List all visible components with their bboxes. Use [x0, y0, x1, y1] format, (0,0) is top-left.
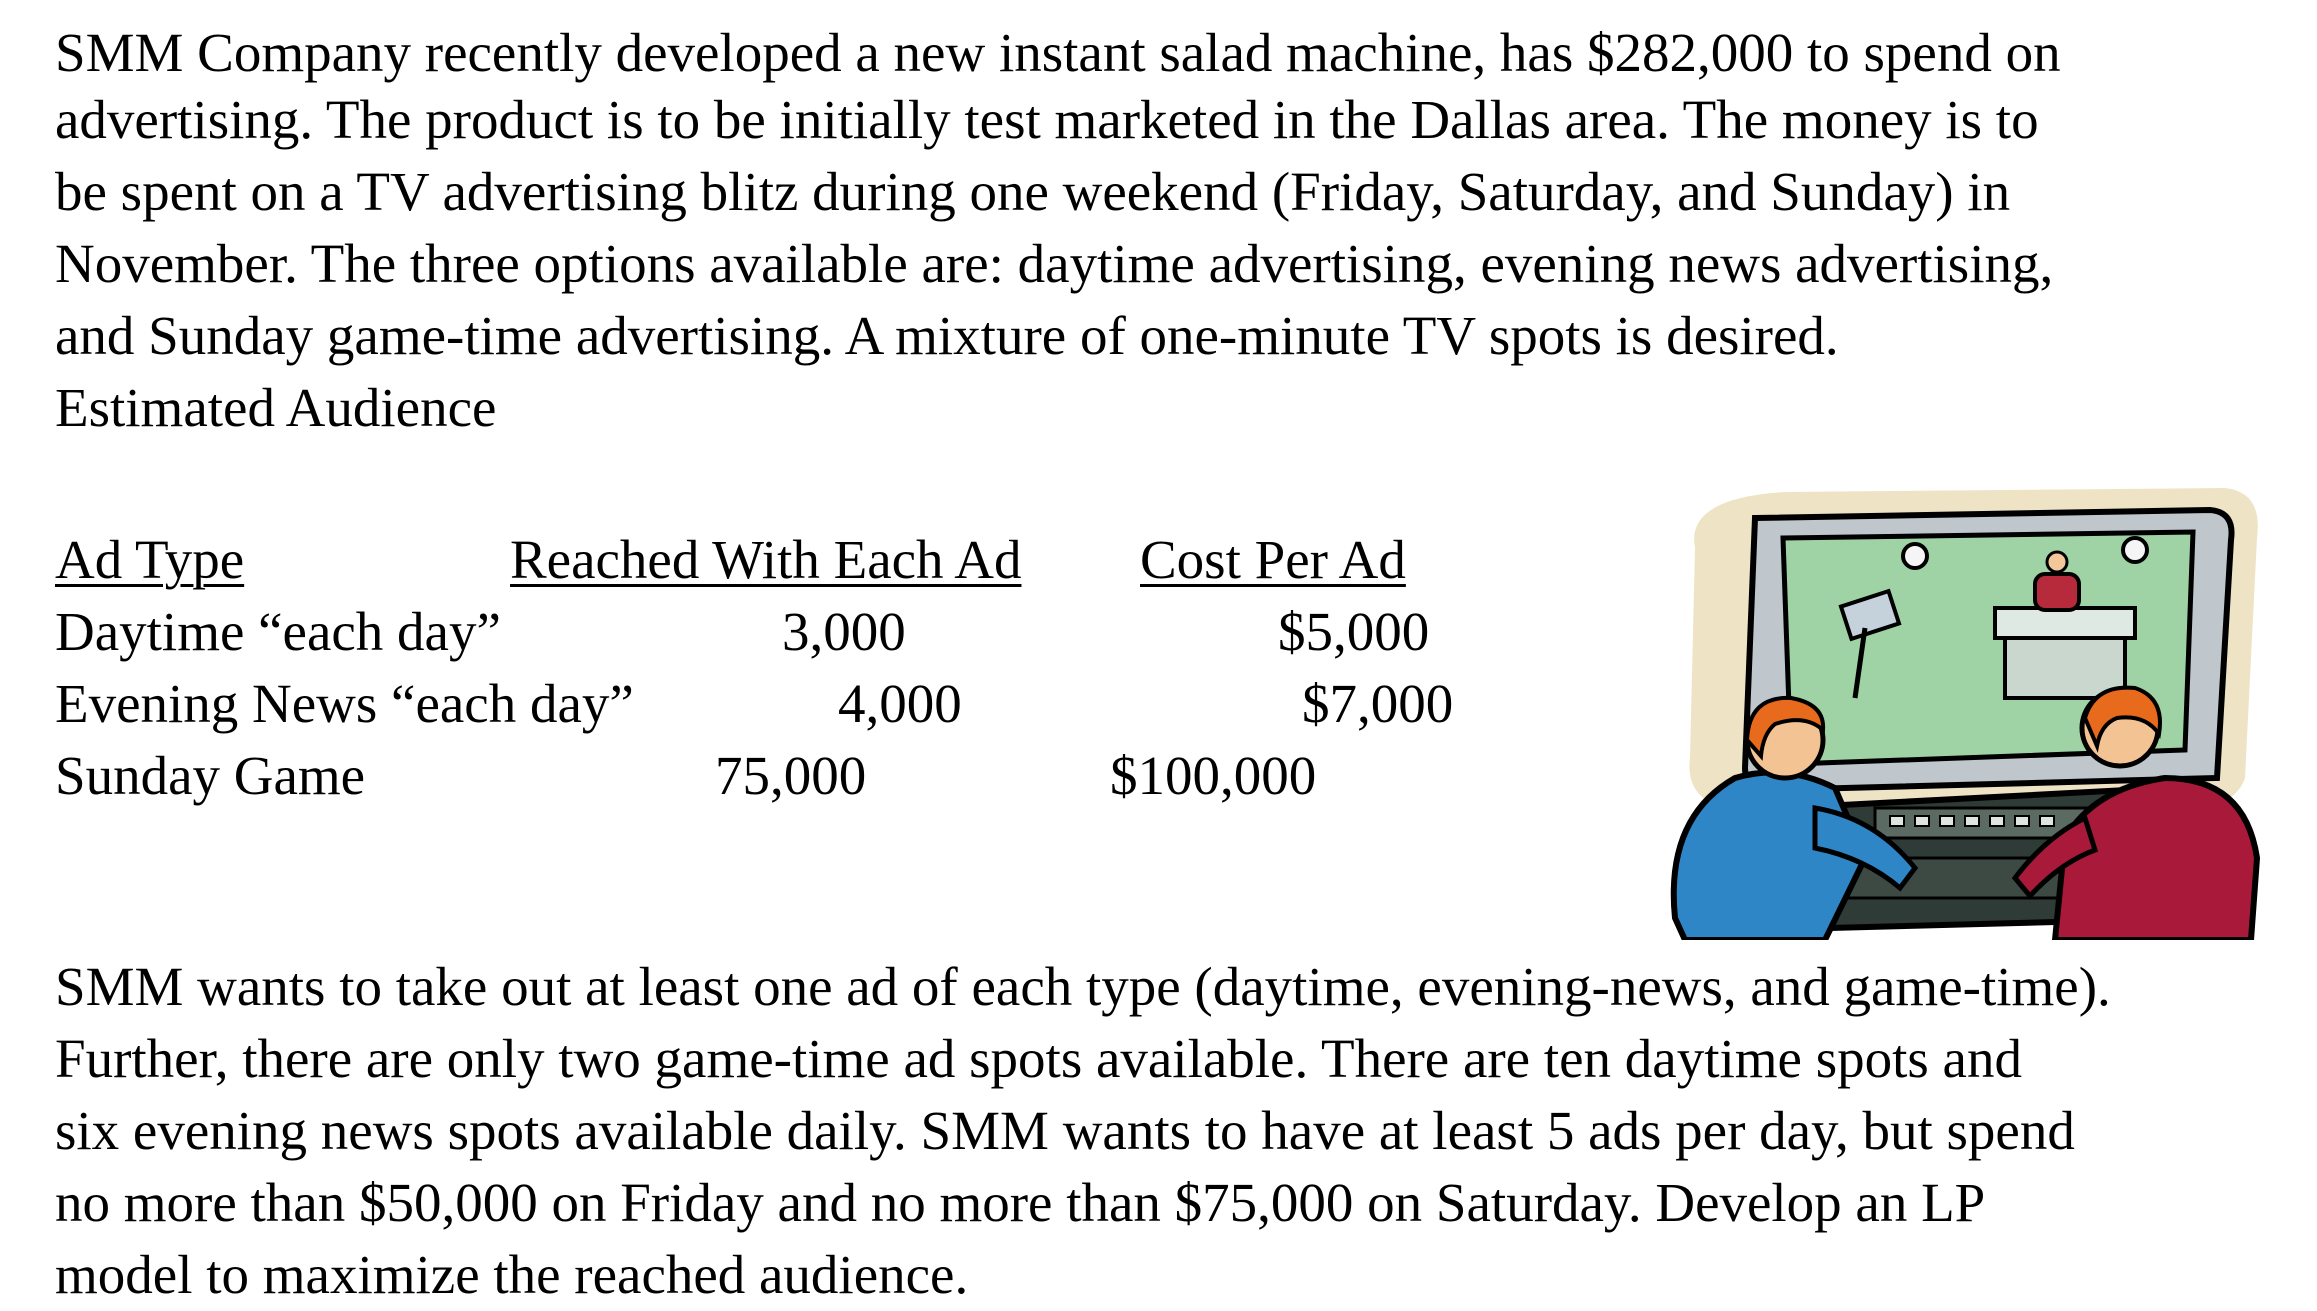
screen-desk: [1995, 608, 2135, 638]
console-buttons: [1890, 816, 2054, 826]
row-evening-cost: $7,000: [1302, 673, 1454, 734]
intro-line-5: and Sunday game-time advertising. A mixture of one-minute TV spots is desired.: [55, 305, 1839, 366]
row-evening-reached: 4,000: [838, 673, 962, 734]
row-sunday-type: Sunday Game: [55, 745, 366, 806]
constraints-line-4: no more than $50,000 on Friday and no more than $75,000 on Saturday. Develop an LP: [55, 1172, 1986, 1233]
row-evening-type: Evening News “each day”: [55, 673, 634, 734]
constraints-line-5: model to maximize the reached audience.: [55, 1244, 969, 1305]
row-sunday-cost: $100,000: [1110, 745, 1317, 806]
constraints-line-3: six evening news spots available daily. SMM wants to have at least 5 ads per day, but spend: [55, 1100, 2075, 1161]
screen-anchor-head: [2047, 552, 2067, 572]
intro-line-2: advertising. The product is to be initially test marketed in the Dallas area. The money is to: [55, 89, 2039, 150]
screen-anchor: [2035, 574, 2079, 610]
screen-light-1: [1903, 544, 1927, 568]
screen-light-2: [2123, 538, 2147, 562]
constraints-line-2: Further, there are only two game-time ad spots available. There are ten daytime spots and: [55, 1028, 2022, 1089]
row-daytime-type: Daytime “each day”: [55, 601, 501, 662]
intro-line-3: be spent on a TV advertising blitz during one weekend (Friday, Saturday, and Sunday) in: [55, 161, 2011, 222]
intro-line-4: November. The three options available are: daytime advertising, evening news advertising,: [55, 233, 2054, 294]
estimated-audience-label: Estimated Audience: [55, 377, 497, 438]
header-ad-type: Ad Type: [55, 529, 245, 590]
constraints-line-1: SMM wants to take out at least one ad of each type (daytime, evening-news, and game-time).: [55, 956, 2111, 1017]
blue-person-body: [1674, 772, 1865, 940]
intro-line-1: SMM Company recently developed a new instant salad machine, has $282,000 to spend on: [55, 22, 2061, 83]
row-daytime-reached: 3,000: [782, 601, 906, 662]
header-cost: Cost Per Ad: [1140, 529, 1406, 590]
row-sunday-reached: 75,000: [715, 745, 867, 806]
tv-control-room-clipart: [1665, 478, 2265, 940]
header-reached: Reached With Each Ad: [510, 529, 1022, 590]
row-daytime-cost: $5,000: [1278, 601, 1430, 662]
